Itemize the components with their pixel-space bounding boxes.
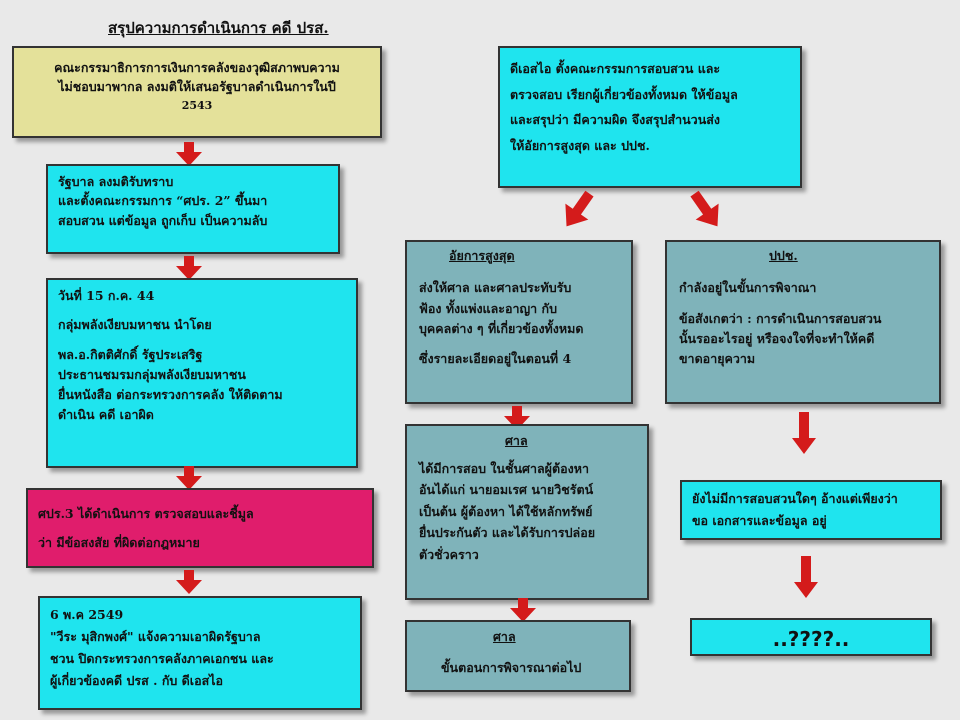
dsi-box: ดีเอสไอ ตั้งคณะกรรมการสอบสวน และ ตรวจสอบ เรียกผู้เกี่ยวข้องทั้งหมด ให้ข้อมูล และสรุปว่า มีความผิด จึงสรุปสำนวนส่ง ให้อัยการสูงสุด และ ปปช. — [498, 46, 802, 188]
page-title: สรุปความการดำเนินการ คดี ปรส. — [108, 19, 329, 37]
silent-majority-box: วันที่ 15 ก.ค. 44 กลุ่มพลังเงียบมหาชน นำโดย พล.อ.กิตติศักดิ์ รัฐประเสริฐ ประธานชมรมกลุ่มพลังเงียบมหาชน ยื่นหนังสือ ต่อกระทรวงการคลัง ให้ติดตาม ดำเนิน คดี เอาผิด — [46, 278, 358, 468]
court-box-1: ศาล ได้มีการสอบ ในชั้นศาลผู้ต้องหา อันได้แก่ นายอมเรศ นายวิชรัตน์ เป็นต้น ผู้ต้องหา ได้ใช้หลักทรัพย์ ยื่นประกันตัว และได้รับการปล่อย ตัวชั่วคราว — [405, 424, 649, 600]
arrow-down-4 — [176, 570, 202, 594]
arrow-diag-left — [560, 190, 596, 230]
court-box-2: ศาล ขั้นตอนการพิจารณาต่อไป — [405, 620, 631, 692]
nacc-box: ปปช. กำลังอยู่ในขั้นการพิจาณา ข้อสังเกตว่า : การดำเนินการสอบสวน นั้นรออะไรอยู่ หรือจงใจที่จะทำให้คดี ขาดอายุความ — [665, 240, 941, 404]
arrow-down-6 — [510, 598, 536, 622]
attorney-general-box: อัยการสูงสุด ส่งให้ศาล และศาลประทับรับ ฟ้อง ทั้งแพ่งและอาญา กับ บุคคลต่าง ๆ ที่เกี่ยวข้องทั้งหมด ซึ่งรายละเอียดอยู่ในตอนที่ 4 — [405, 240, 633, 404]
unknown-outcome-box: ..????.. — [690, 618, 932, 656]
senate-committee-box: คณะกรรมาธิการการเงินการคลังของวุฒิสภาพบความ ไม่ชอบมาพากล ลงมติให้เสนอรัฐบาลดำเนินการในปี 2543 — [12, 46, 382, 138]
arrow-diag-right — [688, 190, 724, 230]
arrow-down-8 — [794, 556, 818, 598]
arrow-down-3 — [176, 466, 202, 490]
spr3-box: ศปร.3 ได้ดำเนินการ ตรวจสอบและชี้มูล ว่า มีข้อสงสัย ที่ผิดต่อกฎหมาย — [26, 488, 374, 568]
arrow-down-7 — [792, 412, 816, 454]
veera-box: 6 พ.ค 2549 "วีระ มุสิกพงศ์" แจ้งความเอาผิดรัฐบาล ชวน ปิดกระทรวงการคลังภาคเอกชน และ ผู้เกี่ยวข้องคดี ปรส . กับ ดีเอสไอ — [38, 596, 362, 710]
arrow-down-1 — [176, 142, 202, 166]
no-investigation-box: ยังไม่มีการสอบสวนใดๆ อ้างแต่เพียงว่า ขอ เอกสารและข้อมูล อยู่ — [680, 480, 942, 540]
arrow-down-2 — [176, 256, 202, 280]
government-box: รัฐบาล ลงมติรับทราบ และตั้งคณะกรรมการ “ศปร. 2” ขึ้นมา สอบสวน แต่ข้อมูล ถูกเก็บ เป็นความลับ — [46, 164, 340, 254]
